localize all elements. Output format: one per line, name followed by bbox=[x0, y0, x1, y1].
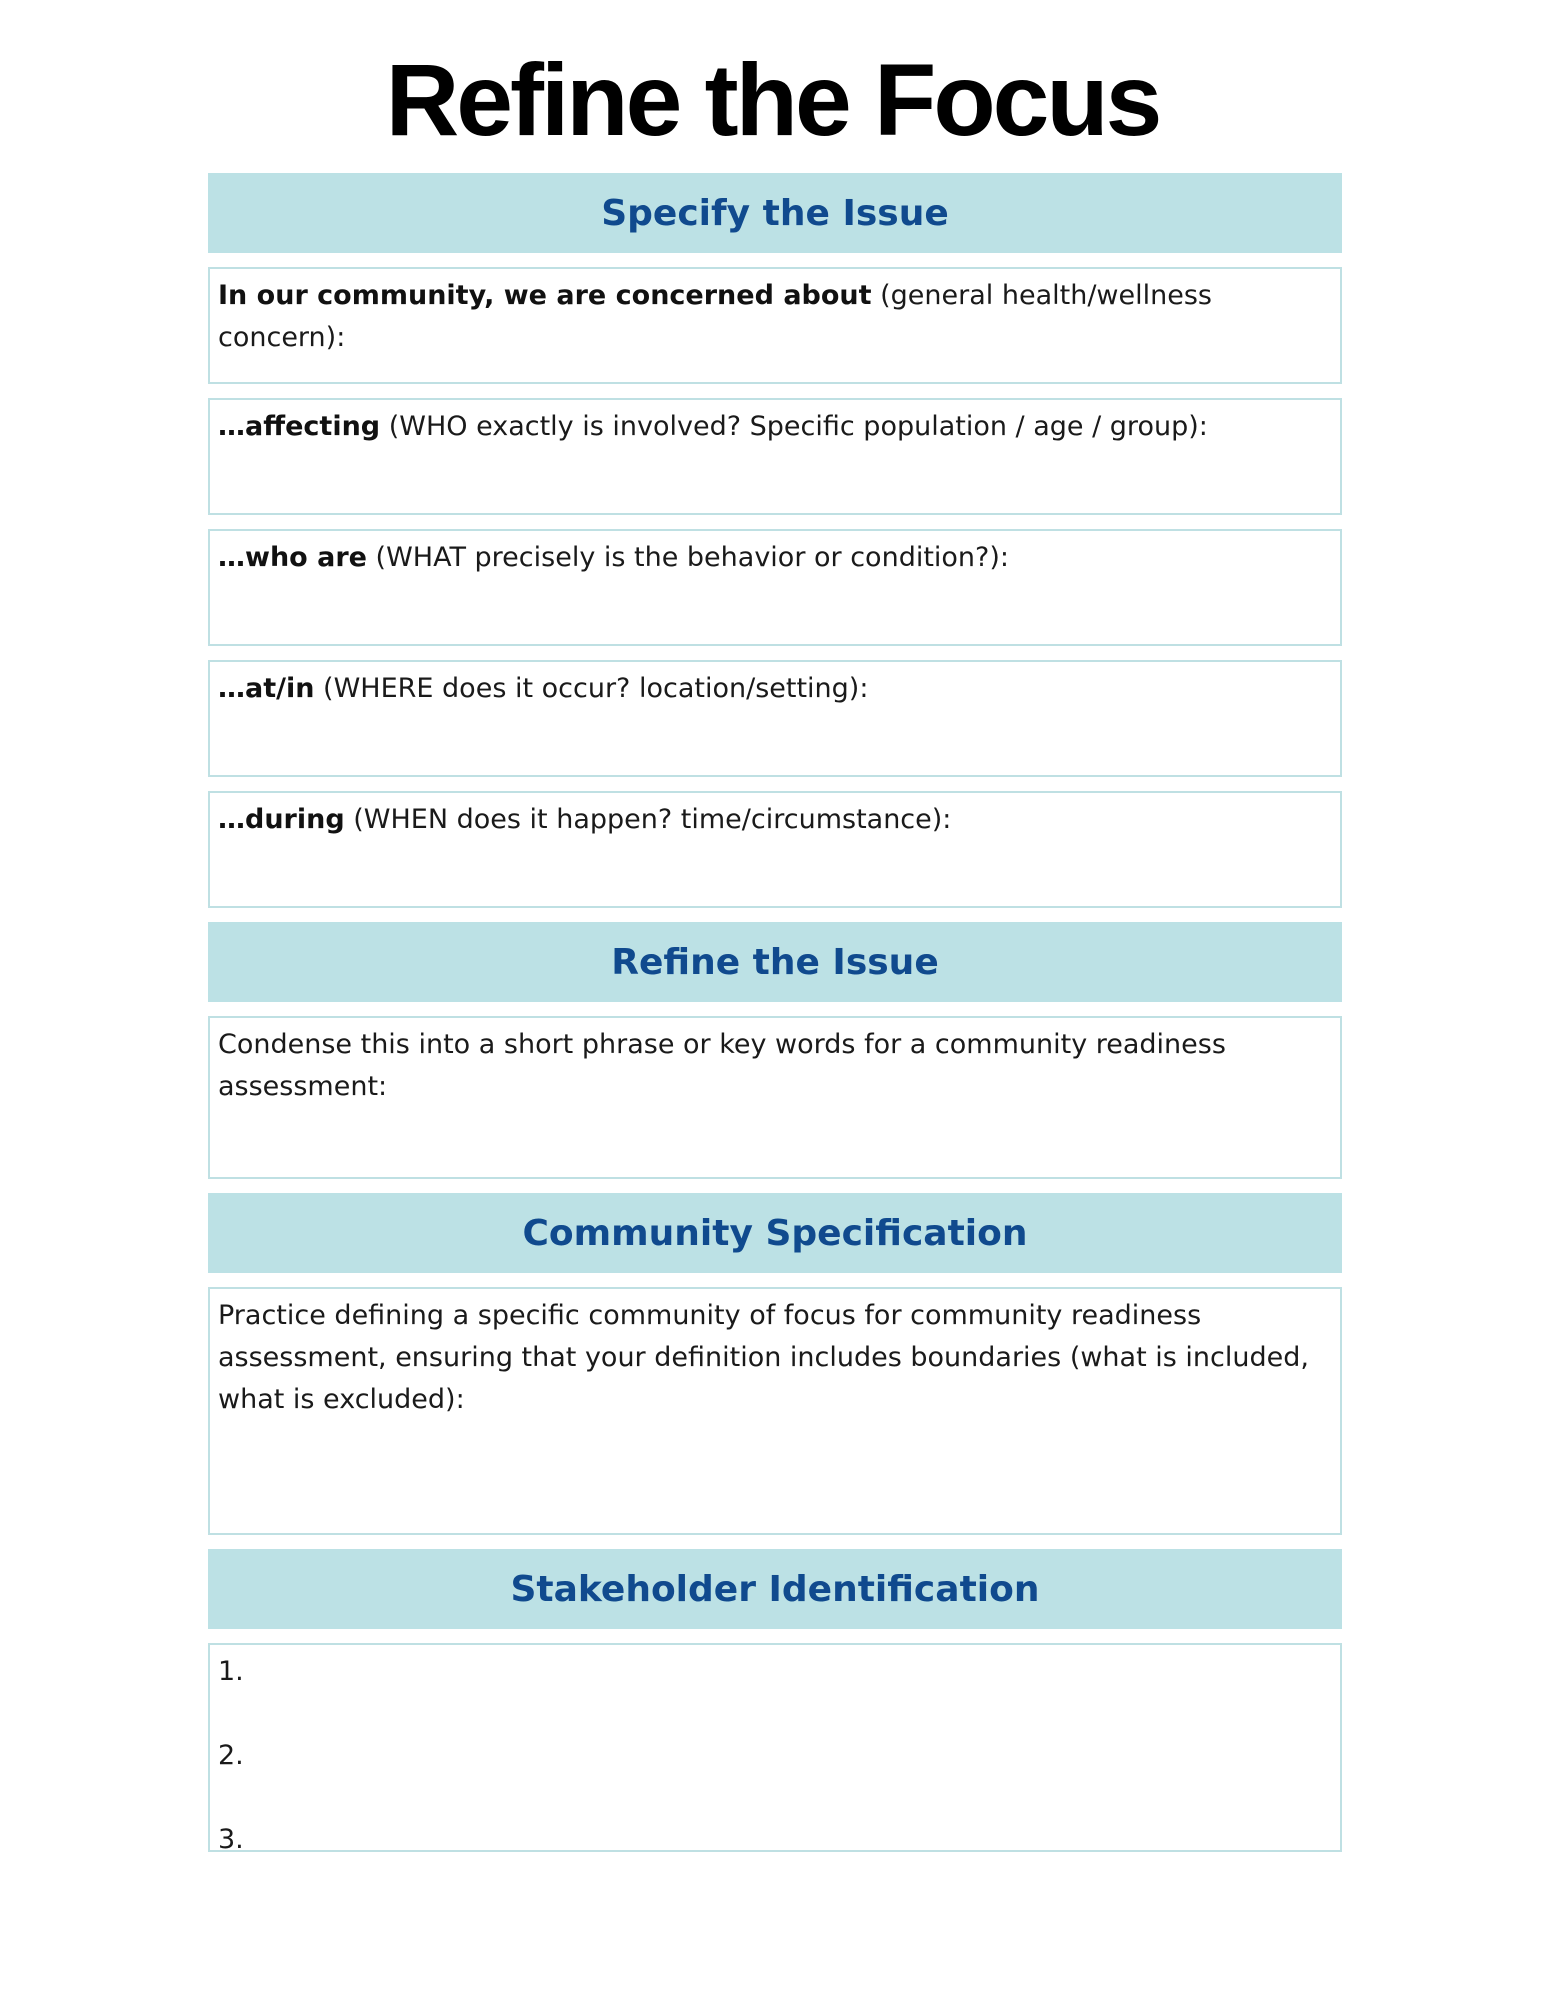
affecting-field[interactable] bbox=[208, 398, 1342, 515]
field-lead: …during bbox=[218, 804, 345, 835]
field-lead: …who are bbox=[218, 542, 367, 573]
field-hint: (WHAT precisely is the behavior or condition?): bbox=[366, 542, 1010, 573]
section-heading: Refine the Issue bbox=[611, 941, 939, 983]
section-header-community-specification bbox=[208, 1193, 1342, 1273]
refine-issue-field[interactable] bbox=[208, 1016, 1342, 1179]
timing-field[interactable] bbox=[208, 791, 1342, 908]
section-header-specify-issue bbox=[208, 173, 1342, 253]
section-heading: Community Specification bbox=[522, 1212, 1028, 1254]
field-prompt: Condense this into a short phrase or key words for a community readiness assessment: bbox=[218, 1029, 1226, 1102]
who-are-field[interactable] bbox=[208, 529, 1342, 646]
field-lead: …at/in bbox=[218, 673, 315, 704]
field-hint: (WHEN does it happen? time/circumstance): bbox=[344, 804, 952, 835]
stakeholder-item-1: 1. bbox=[218, 1656, 244, 1687]
stakeholder-item-3: 3. bbox=[218, 1824, 244, 1855]
section-heading: Specify the Issue bbox=[601, 192, 949, 234]
field-hint: (WHO exactly is involved? Specific population / age / group): bbox=[380, 411, 1208, 442]
stakeholder-list-field[interactable] bbox=[208, 1643, 1342, 1855]
section-header-refine-issue bbox=[208, 922, 1342, 1002]
concern-field[interactable] bbox=[208, 267, 1342, 384]
section-header-stakeholder-identification bbox=[208, 1549, 1342, 1629]
stakeholder-item-2: 2. bbox=[218, 1740, 244, 1771]
field-prompt: Practice defining a specific community of focus for community readiness assessment, ensuring that your definition includes boundaries (what is included, what is excluded): bbox=[218, 1300, 1309, 1415]
field-hint: (WHERE does it occur? location/setting): bbox=[314, 673, 869, 704]
section-heading: Stakeholder Identification bbox=[510, 1568, 1040, 1610]
page-title: Refine the Focus bbox=[385, 43, 1160, 157]
location-field[interactable] bbox=[208, 660, 1342, 777]
community-specification-field[interactable] bbox=[208, 1287, 1342, 1535]
field-lead: …affecting bbox=[218, 411, 381, 442]
field-hint: (general health/wellness concern): bbox=[218, 280, 1212, 353]
field-lead: In our community, we are concerned about bbox=[218, 280, 872, 311]
